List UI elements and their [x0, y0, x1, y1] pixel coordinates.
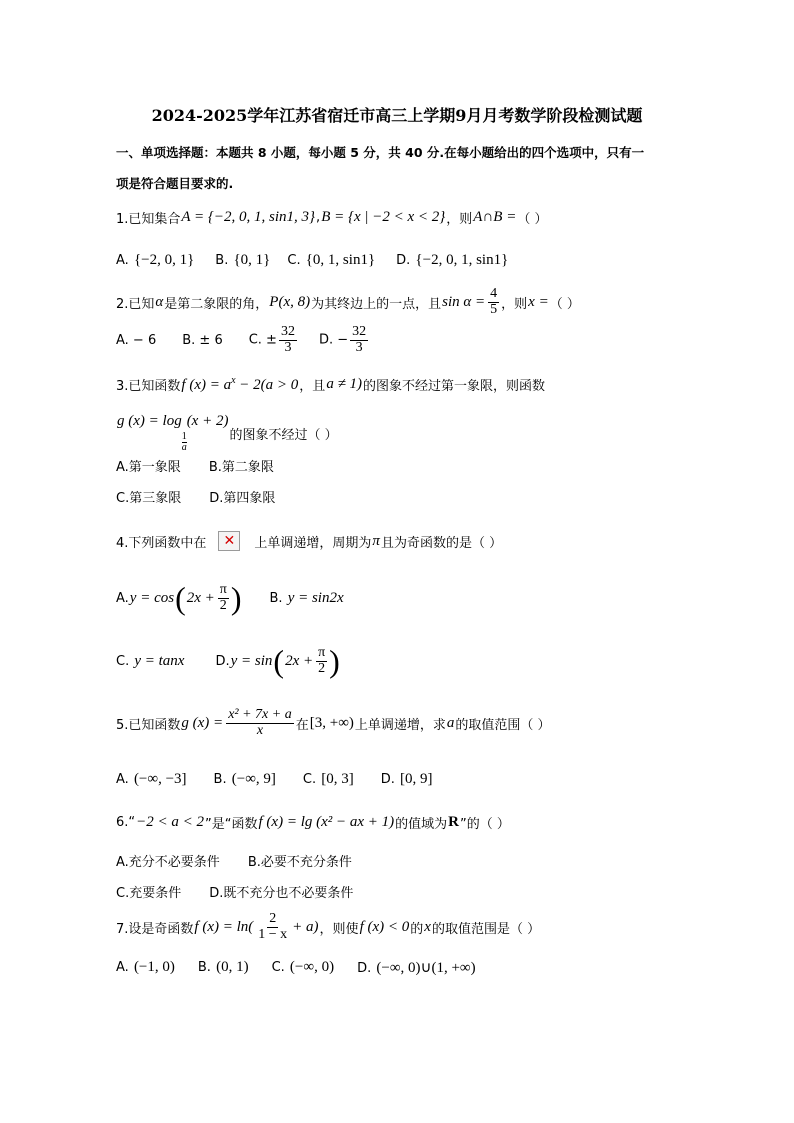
q4-suffix2: 且为奇函数的是（ ）	[380, 535, 503, 551]
q2-point: P(x, 8)	[269, 293, 311, 310]
q5-option-a[interactable]: A. (−∞, −3]	[116, 771, 187, 787]
q5-options	[116, 771, 434, 788]
q2-fraction: $\frac{4}{5}$	[490, 286, 498, 317]
question-3-line1	[116, 375, 545, 394]
q5-g: g (x) =	[181, 714, 224, 731]
q1-option-c[interactable]: C. {0, 1, sin1}	[287, 252, 376, 268]
q2-prefix: 2.已知	[116, 296, 155, 312]
q1-mid: ，则	[446, 212, 473, 227]
q2-option-c[interactable]: C. ± $\frac{32}{3}$	[248, 324, 295, 355]
q6-cond: −2 < a < 2	[136, 814, 205, 830]
q6-option-d[interactable]: D.既不充分也不必要条件	[209, 886, 354, 901]
q3-suffix: 的图象不经过第一象限，则函数	[363, 379, 546, 394]
q6-f: f (x) = lg (x² − ax + 1)	[258, 814, 395, 830]
q5-suffix: 上单调递增，求	[354, 717, 446, 733]
q7-option-b[interactable]: B. (0, 1)	[197, 959, 249, 975]
q1-option-a[interactable]: A. {−2, 0, 1}	[116, 252, 195, 268]
q6-option-a[interactable]: A.充分不必要条件	[116, 855, 220, 870]
question-1	[116, 208, 547, 227]
question-3-line2	[116, 413, 338, 453]
page-title: 2024-2025学年江苏省宿迁市高三上学期9月月考数学阶段检测试题	[151, 106, 643, 125]
q3-f: f $(x) = a^x - 2(a > 0$	[181, 375, 299, 393]
q5-prefix: 5.已知函数	[116, 717, 181, 733]
q3-option-a[interactable]: A.第一象限	[116, 460, 181, 475]
q2-mid2: 为其终边上的一点，且	[311, 296, 442, 312]
q7-fraction: $\frac{2}{1 - x}$	[258, 911, 288, 942]
q2-sin: sin α =	[442, 293, 486, 310]
q2-option-a[interactable]: A. − 6	[116, 332, 157, 348]
q6-mid: ”是“函数	[205, 817, 258, 832]
q1-blank: （ ）	[517, 212, 548, 227]
q2-mid1: 是第二象限的角，	[164, 296, 269, 312]
q5-suffix2: 的取值范围（ ）	[455, 717, 551, 733]
q1-sep: ,	[316, 210, 321, 225]
q4-suffix1: 上单调递增，周期为	[254, 535, 372, 551]
broken-image-icon: ✕	[218, 531, 240, 551]
question-7	[116, 912, 540, 942]
q6-options-row2	[116, 882, 353, 901]
q3-g: g (x) = log $\frac{1}{a}$ (x + 2)	[117, 413, 229, 453]
q1-expr: A∩B =	[473, 209, 517, 225]
q4-option-d[interactable]: D. y = sin ( 2x + $\frac{\pi}{2}$ )	[215, 643, 340, 679]
q4-options-row1	[116, 582, 345, 614]
section-instructions-line1: 一、单项选择题：本题共 8 小题，每小题 5 分，共 40 分.在每小题给出的四个选项中，只有一	[116, 145, 645, 160]
q1-option-b[interactable]: B. {0, 1}	[215, 252, 271, 268]
question-5	[116, 708, 551, 738]
q2-option-b[interactable]: B. ± 6	[182, 332, 223, 348]
q4-options-row2	[116, 645, 340, 677]
q3-suffix2: 的图象不经过（ ）	[229, 427, 338, 443]
q4-option-b[interactable]: B. y = sin2x	[269, 589, 344, 606]
q2-blank: （ ）	[549, 296, 580, 312]
q7-option-d[interactable]: D. (−∞, 0)∪(1, +∞)	[357, 960, 476, 976]
q3-cond: a ≠ 1)	[326, 376, 363, 392]
q1-prefix: 1.已知集合	[116, 212, 181, 227]
section-instructions-line2: 项是符合题目要求的.	[116, 176, 234, 191]
q3-options-row2	[116, 487, 275, 506]
q1-set-a: A = {−2, 0, 1, sin1, 3}	[181, 209, 316, 225]
q5-option-d[interactable]: D. [0, 9]	[380, 771, 433, 787]
q2-mid3: ，则	[501, 296, 528, 312]
q1-set-b: B = {x | −2 < x < 2}	[321, 209, 446, 225]
q7-f: f (x) = ln(	[194, 918, 254, 935]
q5-option-b[interactable]: B. (−∞, 9]	[213, 771, 276, 787]
q3-prefix: 3.已知函数	[116, 379, 181, 394]
q4-option-a[interactable]: A. y = cos ( 2x + $\frac{\pi}{2}$ )	[116, 580, 242, 616]
q6-option-b[interactable]: B.必要不充分条件	[247, 855, 352, 870]
q6-options-row1	[116, 851, 352, 870]
q7-x: x	[424, 918, 431, 935]
q7-mid2: 的	[410, 921, 424, 937]
q6-suffix2: ”的（ ）	[460, 817, 510, 832]
q1-option-d[interactable]: D. {−2, 0, 1, sin1}	[396, 252, 509, 268]
q3-option-c[interactable]: C.第三象限	[116, 491, 182, 506]
q4-pi: π	[372, 532, 380, 549]
q2-alpha: α	[155, 293, 164, 310]
q7-options	[116, 958, 477, 977]
q5-mid: 在	[295, 717, 309, 733]
q6-option-c[interactable]: C.充要条件	[116, 886, 182, 901]
question-4	[116, 531, 502, 551]
q2-xeq: x =	[528, 293, 549, 310]
q7-mid: ，则使	[319, 921, 359, 937]
q6-suffix: 的值域为	[395, 817, 448, 832]
q5-fraction: $\frac{\text{x² + 7x + a}}{x}$	[228, 707, 292, 738]
q3-option-b[interactable]: B.第二象限	[208, 460, 274, 475]
question-6	[116, 813, 510, 832]
q7-option-a[interactable]: A. (−1, 0)	[116, 959, 175, 975]
q3-mid: ，且	[299, 379, 326, 394]
q7-suffix: 的取值范围是（ ）	[431, 921, 541, 937]
q7-prefix: 7.设是奇函数	[116, 921, 194, 937]
q5-a: a	[446, 714, 455, 731]
q3-options-row1	[116, 456, 274, 475]
q4-prefix: 4.下列函数中在	[116, 535, 207, 551]
q5-option-c[interactable]: C. [0, 3]	[302, 771, 354, 787]
q2-options	[116, 325, 370, 355]
q6-prefix: 6.“	[116, 815, 136, 830]
q7-f2: + a)	[292, 918, 319, 935]
q7-cond: f (x) < 0	[359, 918, 410, 935]
q7-option-c[interactable]: C. (−∞, 0)	[271, 959, 335, 975]
q3-option-d[interactable]: D.第四象限	[209, 491, 276, 506]
q2-option-d[interactable]: D. − $\frac{32}{3}$	[318, 324, 367, 355]
q1-options	[116, 252, 509, 269]
q6-R: R	[448, 814, 460, 830]
q5-interval: [3, +∞)	[309, 714, 354, 731]
question-2	[116, 287, 580, 317]
q4-option-c[interactable]: C. y = tanx	[116, 652, 185, 669]
